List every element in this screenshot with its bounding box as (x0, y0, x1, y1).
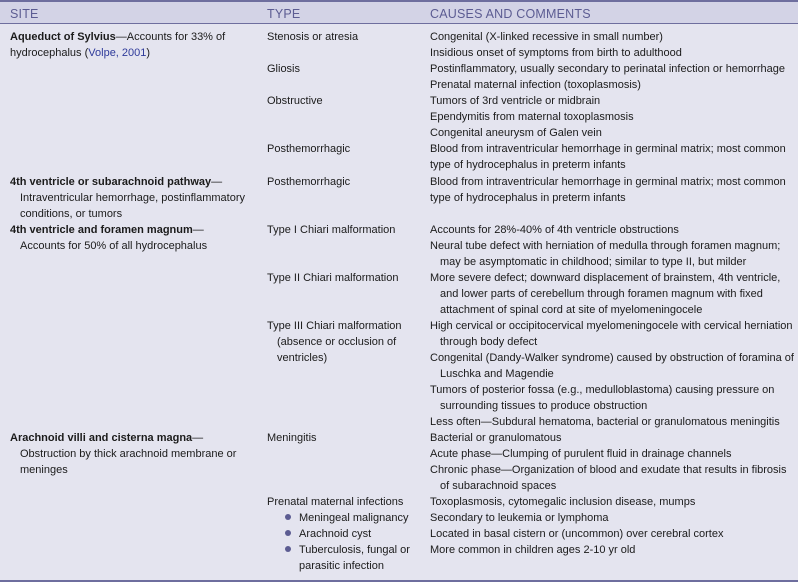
cause-line: Congenital aneurysm of Galen vein (430, 127, 602, 139)
cause-line: type of hydrocephalus in preterm infants (430, 192, 626, 204)
cause-line: Acute phase—Clumping of purulent fluid in drainage channels (430, 448, 732, 460)
type-line: Type III Chiari malformation (267, 320, 402, 332)
bullet-icon (285, 514, 291, 520)
bullet-text: Arachnoid cyst (299, 528, 372, 540)
type-cell: Posthemorrhagic (267, 143, 351, 155)
cause-line: may be asymptomatic in childhood; similar to type II, but milder (440, 256, 747, 268)
cause-line: Luschka and Magendie (440, 368, 554, 380)
cause-line: Tumors of 3rd ventricle or midbrain (430, 95, 601, 107)
type-cell: Posthemorrhagic (267, 176, 351, 188)
bullet-icon (285, 546, 291, 552)
type-cell (267, 318, 402, 366)
cause-line: through body defect (440, 336, 538, 348)
site-desc: Accounts for 50% of all hydrocephalus (20, 240, 208, 252)
cause-line: Accounts for 28%-40% of 4th ventricle obstructions (430, 224, 679, 236)
site-desc: ) (146, 47, 151, 59)
site-desc: hydrocephalus ( (10, 47, 89, 59)
bullet-icon (285, 530, 291, 536)
type-cell (267, 494, 410, 574)
cause-line: of subarachnoid spaces (440, 480, 557, 492)
cause-cell (430, 141, 786, 173)
bullet-text: Meningeal malignancy (299, 512, 409, 524)
site-aqueduct (10, 29, 225, 61)
type-line: (absence or occlusion of (277, 336, 397, 348)
cause-line: More severe defect; downward displacement of brainstem, 4th ventricle, (430, 272, 781, 284)
bullet-text: parasitic infection (299, 560, 384, 572)
site-dash: — (192, 432, 204, 444)
table-header (0, 0, 798, 24)
type-line: Prenatal maternal infections (267, 496, 404, 508)
cause-cell (430, 29, 682, 61)
site-4th-ventricle-subarachnoid (10, 174, 245, 222)
header-type: TYPE (267, 7, 301, 21)
site-title: Arachnoid villi and cisterna magna (10, 432, 193, 444)
cause-line: Insidious onset of symptoms from birth to adulthood (430, 47, 682, 59)
site-desc: Obstruction by thick arachnoid membrane or (20, 448, 237, 460)
site-desc: Intraventricular hemorrhage, postinflammatory (20, 192, 245, 204)
cause-line: Congenital (X-linked recessive in small number) (430, 31, 663, 43)
type-cell: Meningitis (267, 432, 317, 444)
site-arachnoid-villi (10, 430, 236, 478)
cause-cell (430, 270, 780, 318)
site-dash: — (211, 176, 223, 188)
cause-line: Bacterial or granulomatous (430, 432, 562, 444)
cause-line: High cervical or occipitocervical myelomeningocele with cervical herniation (430, 320, 793, 332)
cause-line: Neural tube defect with herniation of medulla through foramen magnum; (430, 240, 781, 252)
cause-line: Blood from intraventricular hemorrhage in germinal matrix; most common (430, 143, 786, 155)
cause-cell (430, 174, 786, 206)
cause-line: Tumors of posterior fossa (e.g., medulloblastoma) causing pressure on (430, 384, 775, 396)
bullet-text: Tuberculosis, fungal or (299, 544, 410, 556)
type-cell: Obstructive (267, 95, 323, 107)
site-title: 4th ventricle and foramen magnum (10, 224, 193, 236)
type-cell: Type I Chiari malformation (267, 224, 396, 236)
cause-line: attachment of spinal cord at site of myelomeningocele (440, 304, 703, 316)
site-title: Aqueduct of Sylvius (10, 31, 116, 43)
type-cell: Type II Chiari malformation (267, 272, 399, 284)
cause-line: Blood from intraventricular hemorrhage in germinal matrix; most common (430, 176, 786, 188)
type-line: ventricles) (277, 352, 328, 364)
cause-cell (430, 222, 780, 270)
cause-line: and lower parts of cerebellum through foramen magnum with fixed (440, 288, 763, 300)
cause-cell (430, 61, 785, 93)
cause-line: Prenatal maternal infection (toxoplasmosis) (430, 79, 641, 91)
cause-line: More common in children ages 2-10 yr old (430, 544, 636, 556)
site-title: 4th ventricle or subarachnoid pathway (10, 176, 212, 188)
cause-line: Congenital (Dandy-Walker syndrome) caused by obstruction of foramina of (430, 352, 794, 364)
site-desc: conditions, or tumors (20, 208, 123, 220)
bullet-item (267, 542, 410, 558)
bullet-item (267, 526, 410, 542)
cause-line: surrounding tissues to produce obstruction (440, 400, 648, 412)
cause-line: Located in basal cistern or (uncommon) over cerebral cortex (430, 528, 724, 540)
site-desc: meninges (20, 464, 68, 476)
cause-cell (430, 494, 723, 558)
citation-link[interactable]: Volpe, 2001 (88, 47, 147, 59)
header-site: SITE (10, 7, 39, 21)
cause-line: Ependymitis from maternal toxoplasmosis (430, 111, 634, 123)
type-cell: Gliosis (267, 63, 301, 75)
cause-cell (430, 318, 794, 430)
cause-cell (430, 430, 787, 494)
type-cell: Stenosis or atresia (267, 31, 359, 43)
cause-line: type of hydrocephalus in preterm infants (430, 159, 626, 171)
cause-line: Secondary to leukemia or lymphoma (430, 512, 609, 524)
site-desc: —Accounts for 33% of (115, 31, 226, 43)
site-dash: — (192, 224, 204, 236)
cause-line: Chronic phase—Organization of blood and exudate that results in fibrosis (430, 464, 787, 476)
cause-line: Less often—Subdural hematoma, bacterial or granulomatous meningitis (430, 416, 780, 428)
site-4th-ventricle-foramen (10, 222, 207, 254)
bullet-item (267, 510, 410, 526)
cause-line: Postinflammatory, usually secondary to perinatal infection or hemorrhage (430, 63, 786, 75)
cause-cell (430, 93, 634, 141)
header-causes: CAUSES AND COMMENTS (430, 7, 591, 21)
cause-line: Toxoplasmosis, cytomegalic inclusion disease, mumps (430, 496, 696, 508)
